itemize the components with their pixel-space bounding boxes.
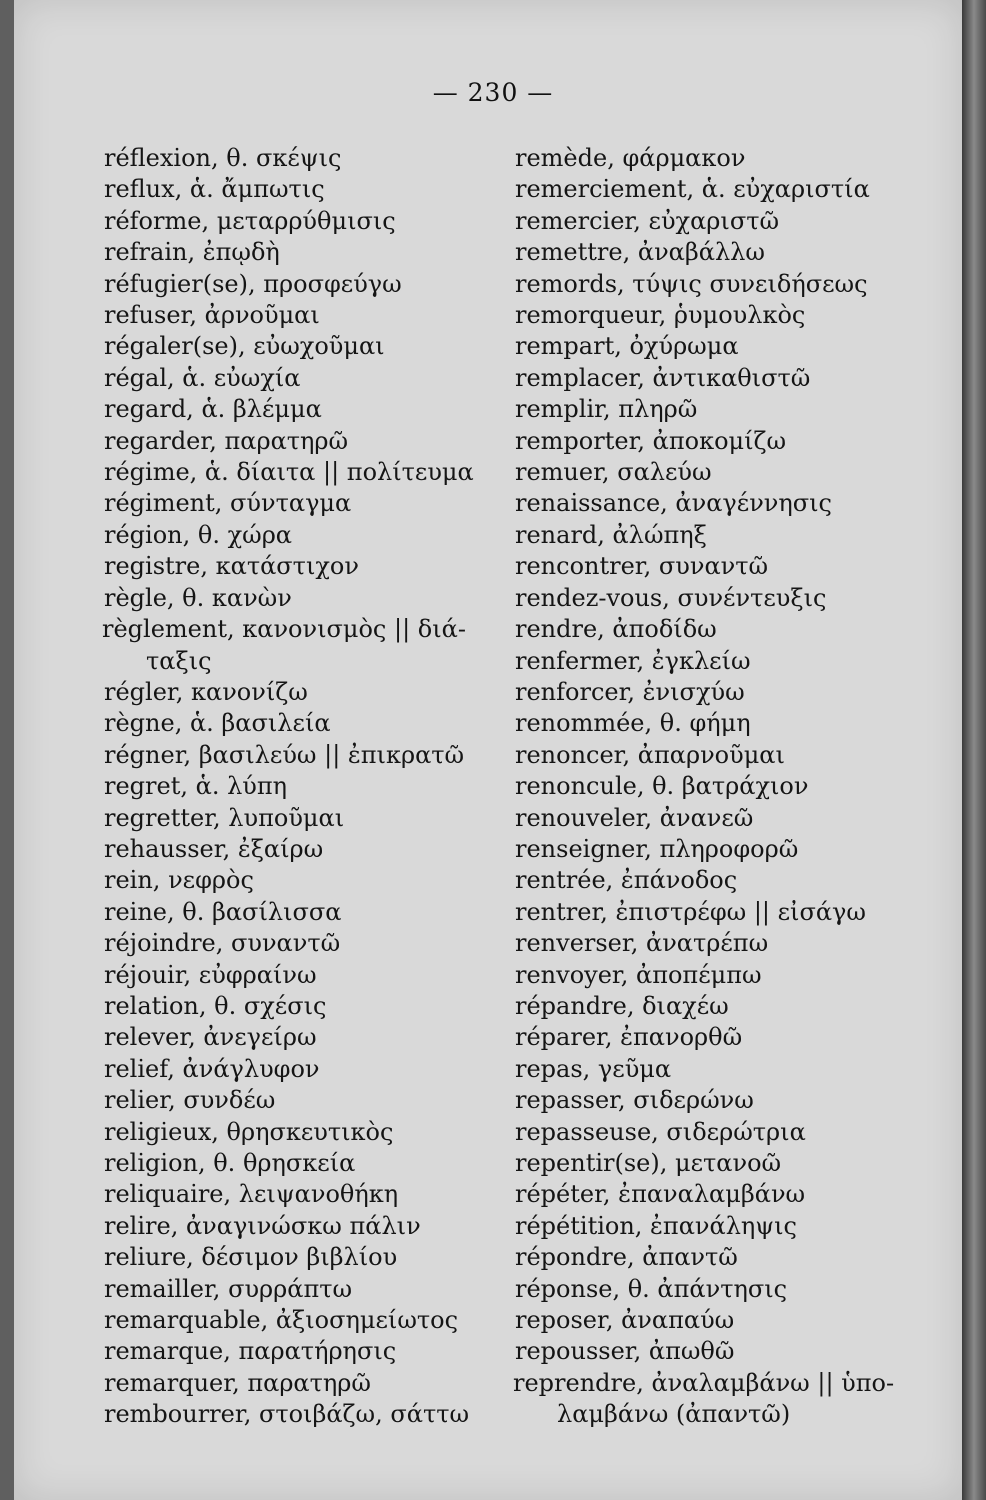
dictionary-entry: remords, τύψις συνειδήσεως: [515, 269, 868, 298]
dictionary-entry: régaler(se), εὐωχοῦμαι: [104, 332, 385, 361]
dictionary-entry: reliure, δέσιμον βιβλίου: [104, 1243, 398, 1272]
dictionary-entry: reliquaire, λειψανοθήκη: [104, 1180, 399, 1209]
dictionary-entry: régner, βασιλεύω || ἐπικρατῶ: [104, 740, 465, 769]
dictionary-entry: remplacer, ἀντικαθιστῶ: [515, 363, 811, 392]
page-number: — 230 —: [432, 78, 554, 107]
dictionary-entry: réponse, θ. ἀπάντησις: [515, 1274, 788, 1303]
dictionary-entry: regarder, παρατηρῶ: [104, 426, 349, 455]
dictionary-entry: réjoindre, συναντῶ: [104, 929, 341, 958]
dictionary-entry: renvoyer, ἀποπέμπω: [515, 960, 762, 989]
dictionary-entry: rein, νεφρὸς: [104, 866, 254, 895]
dictionary-entry: région, θ. χώρα: [104, 520, 293, 549]
dictionary-entry: remerciement, ἁ. εὐχαριστία: [515, 175, 870, 204]
dictionary-entry: relief, ἀνάγλυφον: [104, 1054, 320, 1083]
dictionary-entry: renommée, θ. φήμη: [515, 709, 751, 738]
dictionary-entry: [104, 614, 499, 677]
dictionary-entry: remercier, εὐχαριστῶ: [515, 206, 780, 235]
dictionary-entry: remplir, πληρῶ: [515, 395, 698, 424]
dictionary-entry: répondre, ἀπαντῶ: [515, 1243, 738, 1272]
dictionary-entry: relire, ἀναγινώσκω πάλιν: [104, 1211, 421, 1240]
dictionary-entry: remettre, ἀναβάλλω: [515, 238, 765, 267]
dictionary-entry: religieux, θρησκευτικὸς: [104, 1117, 394, 1146]
dictionary-entry: repasseuse, σιδερώτρια: [515, 1117, 806, 1146]
dictionary-entry: reine, θ. βασίλισσα: [104, 897, 342, 926]
dictionary-entry: réfugier(se), προσφεύγω: [104, 269, 402, 298]
dictionary-entry: remède, φάρμακον: [515, 144, 746, 172]
entry-continuation: ταξις: [146, 646, 212, 675]
dictionary-entry: remorqueur, ῥυμουλκὸς: [515, 301, 806, 330]
dictionary-entry: religion, θ. θρησκεία: [104, 1149, 356, 1177]
dictionary-entry: remarque, παρατήρησις: [104, 1337, 397, 1366]
dictionary-entry: renoncer, ἀπαρνοῦμαι: [515, 740, 785, 769]
dictionary-entry: rendez-vous, συνέντευξις: [515, 583, 827, 612]
dictionary-entry: renard, ἀλώπηξ: [515, 520, 707, 549]
dictionary-entry: regret, ἁ. λύπη: [104, 772, 288, 801]
dictionary-entry: renseigner, πληροφορῶ: [515, 834, 799, 863]
dictionary-entry: régiment, σύνταγμα: [104, 489, 352, 518]
dictionary-entry: relever, ἀνεγείρω: [104, 1023, 317, 1052]
dictionary-entry: remporter, ἀποκομίζω: [515, 426, 787, 455]
dictionary-entry: repousser, ἀπωθῶ: [515, 1337, 735, 1366]
dictionary-entry: règne, ἁ. βασιλεία: [104, 709, 331, 738]
right-column: [515, 143, 895, 1431]
page-edge: [962, 0, 986, 1500]
dictionary-entry: réjouir, εὐφραίνω: [104, 960, 317, 989]
dictionary-entry: registre, κατάστιχον: [104, 552, 359, 581]
dictionary-entry: répandre, διαχέω: [515, 991, 729, 1020]
dictionary-entry: remarquable, ἀξιοσημείωτος: [104, 1306, 459, 1335]
dictionary-entry: répétition, ἐπανάληψις: [515, 1211, 797, 1240]
entry-text: reprendre, ἀναλαμβάνω || ὑπο-: [513, 1368, 895, 1397]
dictionary-entry: réparer, ἐπανορθῶ: [515, 1023, 743, 1052]
dictionary-entry: refrain, ἐπῳδὴ: [104, 238, 280, 267]
dictionary-entry: repas, γεῦμα: [515, 1054, 672, 1083]
entry-text: règlement, κανονισμὸς || διά-: [102, 615, 466, 644]
dictionary-entry: rentrer, ἐπιστρέφω || εἰσάγω: [515, 897, 866, 926]
dictionary-entry: regard, ἁ. βλέμμα: [104, 395, 322, 424]
left-column: [104, 143, 499, 1431]
dictionary-entry: renouveler, ἀνανεῶ: [515, 803, 754, 832]
dictionary-entry: regretter, λυποῦμαι: [104, 803, 345, 832]
dictionary-entry: rencontrer, συναντῶ: [515, 552, 769, 581]
dictionary-entry: réflexion, θ. σκέψις: [104, 144, 342, 172]
entry-continuation: λαμβάνω (ἀπαντῶ): [557, 1400, 791, 1429]
dictionary-entry: régal, ἁ. εὐωχία: [104, 363, 301, 392]
dictionary-entry: rehausser, ἐξαίρω: [104, 834, 324, 863]
dictionary-entry: refuser, ἀρνοῦμαι: [104, 301, 320, 330]
dictionary-entry: reflux, ἁ. ἄμπωτις: [104, 175, 325, 204]
dictionary-entry: renoncule, θ. βατράχιον: [515, 772, 809, 801]
dictionary-entry: renaissance, ἀναγέννησις: [515, 489, 832, 518]
dictionary-entry: rendre, ἀποδίδω: [515, 615, 717, 644]
dictionary-entry: rembourrer, στοιβάζω, σάττω: [104, 1400, 470, 1429]
dictionary-entry: règle, θ. κανὼν: [104, 583, 292, 612]
dictionary-entry: remuer, σαλεύω: [515, 458, 712, 487]
dictionary-entry: réforme, μεταρρύθμισις: [104, 206, 396, 235]
dictionary-entry: remarquer, παρατηρῶ: [104, 1368, 371, 1397]
dictionary-entry: remailler, συρράπτω: [104, 1274, 353, 1303]
dictionary-entry: rempart, ὀχύρωμα: [515, 332, 739, 361]
dictionary-entry: régime, ἁ. δίαιτα || πολίτευμα: [104, 458, 474, 487]
dictionary-entry: relier, συνδέω: [104, 1086, 276, 1115]
dictionary-entry: relation, θ. σχέσις: [104, 991, 327, 1020]
dictionary-entry: repasser, σιδερώνω: [515, 1086, 754, 1115]
dictionary-entry: reposer, ἀναπαύω: [515, 1306, 735, 1335]
dictionary-entry: répéter, ἐπαναλαμβάνω: [515, 1180, 806, 1209]
dictionary-entry: repentir(se), μετανοῶ: [515, 1149, 782, 1177]
dictionary-entry: régler, κανονίζω: [104, 677, 308, 706]
dictionary-entry: renverser, ἀνατρέπω: [515, 929, 769, 958]
dictionary-entry: [515, 1368, 895, 1431]
dictionary-entry: renfermer, ἐγκλείω: [515, 646, 751, 675]
dictionary-entry: rentrée, ἐπάνοδος: [515, 866, 738, 895]
dictionary-entry: renforcer, ἐνισχύω: [515, 677, 745, 706]
